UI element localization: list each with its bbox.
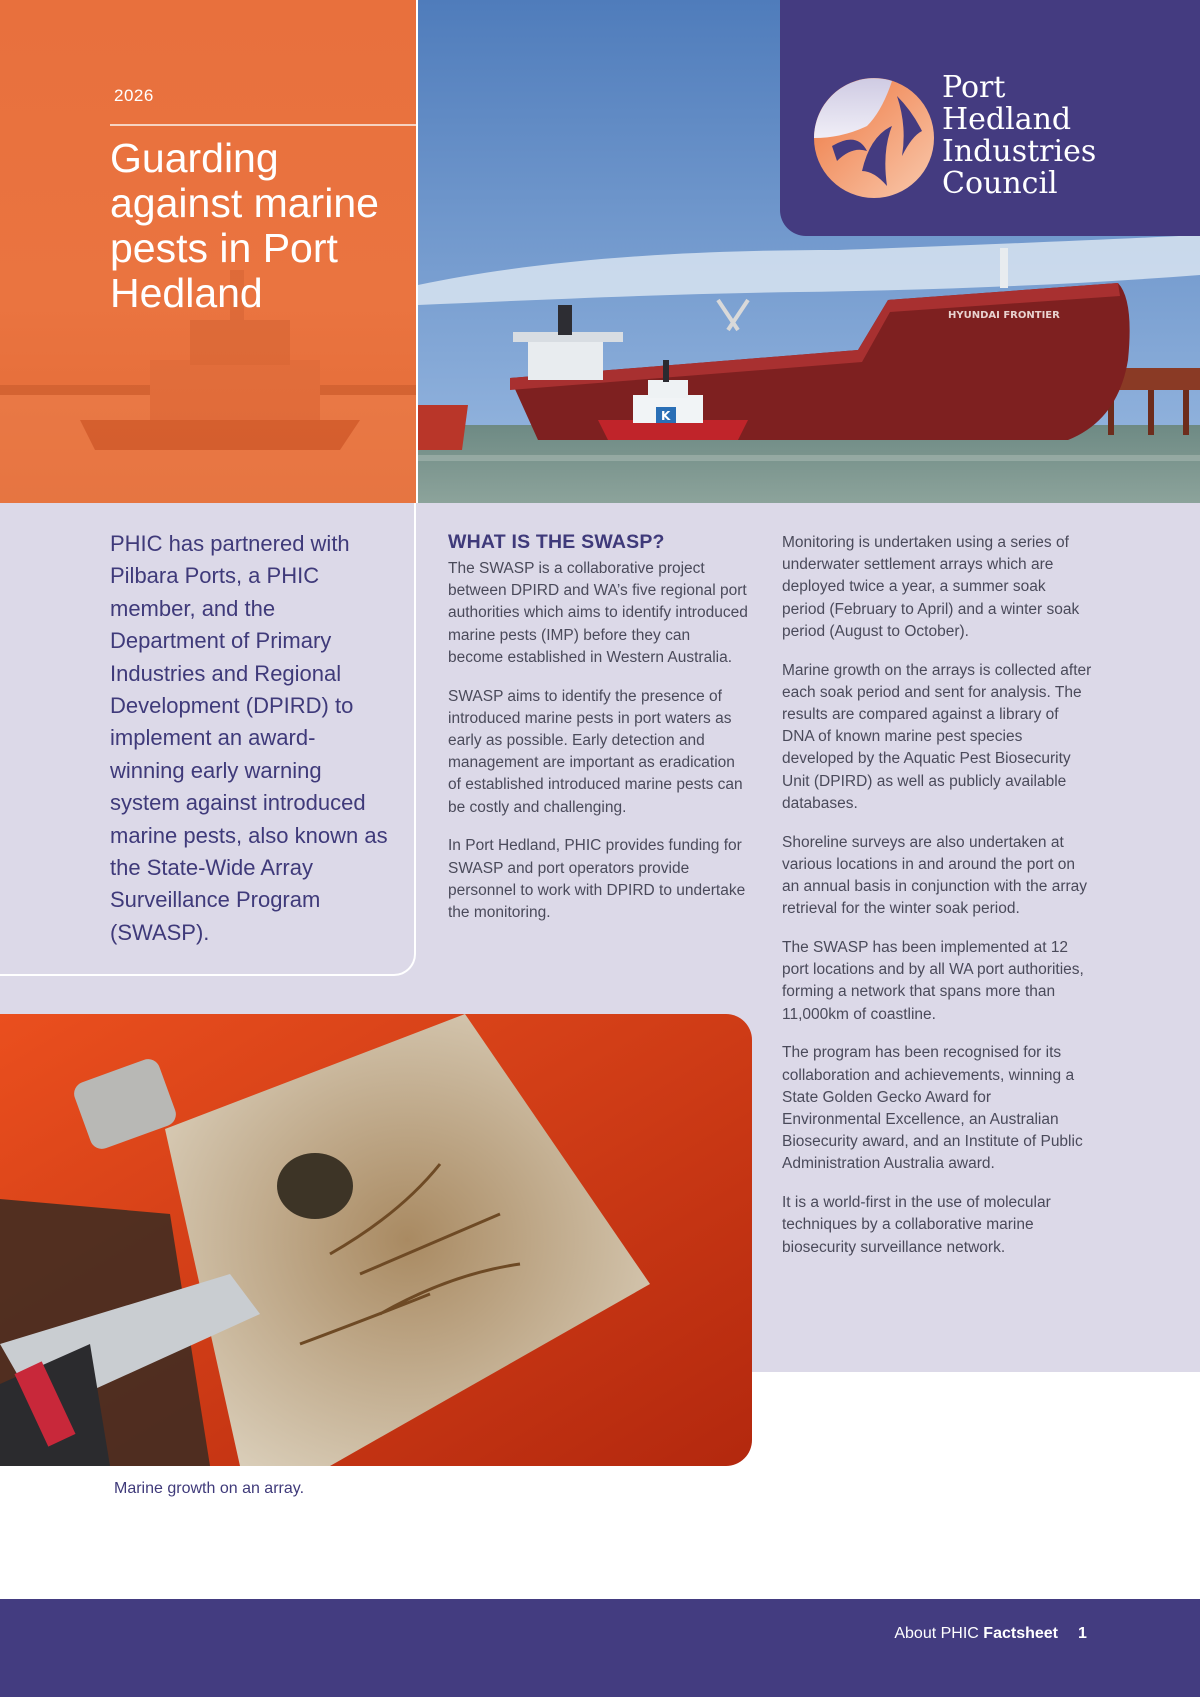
paragraph: It is a world-first in the use of molecular techniques by a collaborative marine biosecurity surveillance network. <box>782 1194 1051 1256</box>
logo-line-2: Hedland <box>942 102 1072 137</box>
logo-wordmark <box>942 72 1096 200</box>
paragraph: The SWASP has been implemented at 12 port locations and by all WA port authorities, forming a network that spans more than 11,000km of coastline. <box>782 939 1084 1023</box>
year-label: 2026 <box>114 86 154 105</box>
footer-label-prefix: About PHIC <box>894 1625 979 1642</box>
footer-bar <box>0 1599 1200 1697</box>
footer-label <box>894 1625 1058 1643</box>
tug-letter-label: K <box>661 409 671 423</box>
phic-flame-logo-icon <box>812 76 936 200</box>
ship-name-label: HYUNDAI FRONTIER <box>948 310 1060 321</box>
logo-line-3: Industries <box>942 134 1097 169</box>
logo-line-1: Port <box>942 70 1006 105</box>
page-number: 1 <box>1078 1625 1087 1642</box>
paragraph: SWASP aims to identify the presence of introduced marine pests in port waters as early as possible. Early detection and management are important as eradication of established introduced marine pests can be costly and challenging. <box>448 687 743 816</box>
paragraph: The SWASP is a collaborative project between DPIRD and WA’s five regional port authorities which aims to identify introduced marine pests (IMP) before they can become established in Western Australia. <box>448 560 748 666</box>
page-title: Guarding against marine pests in Port Hedland <box>110 135 379 316</box>
paragraph: The program has been recognised for its collaboration and achievements, winning a State Golden Gecko Award for Environmental Excellence, an Australian Biosecurity award, and an Institute of Public Administration Australia award. <box>782 1044 1083 1173</box>
right-column <box>782 532 1092 1275</box>
footer-label-bold: Factsheet <box>983 1625 1058 1642</box>
intro-paragraph: PHIC has partnered with Pilbara Ports, a PHIC member, and the Department of Primary Industries and Regional Development (DPIRD) to implement an award-winning early warning system against introduced marine pests, also known as the State-Wide Array Surveillance Program (SWASP). <box>110 531 388 945</box>
title-divider <box>110 124 416 126</box>
marine-growth-photo <box>0 1014 752 1466</box>
paragraph: Shoreline surveys are also undertaken at various locations in and around the port on an annual basis in conjunction with the array retrieval for the winter soak period. <box>782 833 1088 918</box>
paragraph: In Port Hedland, PHIC provides funding for SWASP and port operators provide personnel to work with DPIRD to undertake the monitoring. <box>448 837 746 922</box>
section-heading: WHAT IS THE SWASP? <box>448 531 665 553</box>
middle-column <box>448 529 748 941</box>
photo-caption: Marine growth on an array. <box>114 1480 305 1497</box>
logo-line-4: Council <box>942 166 1058 201</box>
paragraph: Monitoring is undertaken using a series of underwater settlement arrays which are deployed twice a year, a summer soak period (February to April) and a winter soak period (August to October). <box>782 534 1080 640</box>
paragraph: Marine growth on the arrays is collected after each soak period and sent for analysis. The results are compared against a library of DNA of known marine pest species developed by the Aquatic Pest Biosecurity Unit (DPIRD) as well as publicly available databases. <box>782 661 1092 812</box>
